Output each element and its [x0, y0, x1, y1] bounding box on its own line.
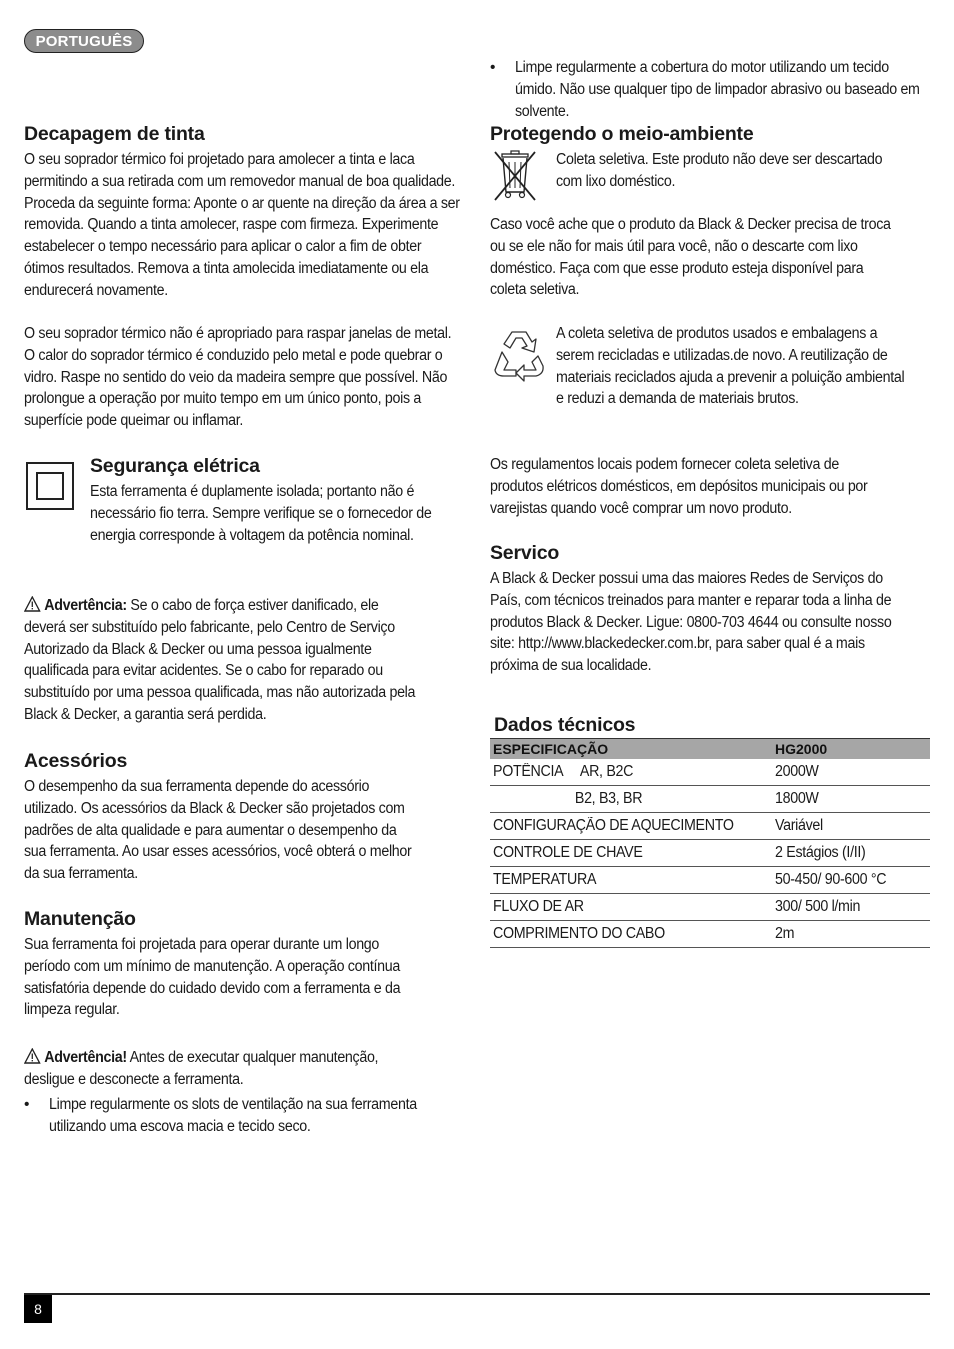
section-title-dados-tecnicos: Dados técnicos: [494, 714, 636, 736]
seguranca-text: Esta ferramenta é duplamente isolada; portanto não é necessário fio terra. Sempre verifique se o fornecedor de energia corresponde à voltagem da potência nominal.: [90, 483, 432, 544]
table-cell-label: FLUXO DE AR: [490, 894, 772, 921]
table-header-cell: ESPECIFICAÇÃO: [490, 739, 772, 760]
warning-label: Advertência:: [44, 597, 127, 614]
table-cell-value: 300/ 500 l/min: [772, 894, 930, 921]
section-title-manutencao: Manutenção: [24, 908, 136, 930]
warning-triangle-icon: [24, 1048, 41, 1064]
meio-ambiente-paragraph-2: Os regulamentos locais podem fornecer coleta seletiva de produtos elétricos domésticos, em depósitos municipais ou por varejistas quando você comprar um novo produto.: [490, 456, 868, 517]
page-number: 8: [24, 1295, 52, 1323]
table-header-cell: HG2000: [772, 739, 930, 760]
table-cell-value: 2m: [772, 921, 930, 948]
acessorios-text: O desempenho da sua ferramenta depende do acessório utilizado. Os acessórios da Black & Decker são projetados com padrões de alta qualidade e para aumentar o desempenho da sua ferramenta. Ao usar esses acessórios, você obterá o melhor da sua ferramenta.: [24, 778, 412, 883]
bullet-icon: •: [490, 59, 496, 76]
table-cell-label: TEMPERATURA: [490, 867, 772, 894]
warning-text: Antes de executar qualquer manutenção, desligue e desconecte a ferramenta.: [24, 1049, 379, 1088]
warning-text: Se o cabo de força estiver danificado, ele deverá ser substituído pelo fabricante, pelo Centro de Serviço Autorizado da Black & Decker ou uma pessoa igualmente qualificada para evitar acidentes. Se o cabo for reparado ou substituído por uma pessoa qualificada, mas não autorizada pela Black & Decker, a garantia será perdida.: [24, 597, 416, 723]
footer-divider: [24, 1293, 930, 1295]
warning-power-cord: [24, 595, 420, 726]
coleta-text: Coleta seletiva. Este produto não deve ser descartado com lixo doméstico.: [556, 151, 883, 190]
warning-maintenance: [24, 1047, 420, 1091]
section-title-seguranca: Segurança elétrica: [90, 455, 260, 477]
table-row: [490, 840, 930, 867]
table-row: [490, 894, 930, 921]
table-header-row: [490, 739, 930, 760]
language-badge: PORTUGUÊS: [24, 29, 144, 53]
warning-triangle-icon: [24, 596, 41, 612]
specifications-table: [490, 738, 930, 948]
table-cell-value: 1800W: [772, 786, 930, 813]
recycle-icon: [492, 326, 546, 382]
servico-text: A Black & Decker possui uma das maiores Redes de Serviços do País, com técnicos treinados para manter e reparar toda a linha de produtos Black & Decker. Ligue: 0800-703 4644 ou consulte nosso site: http://www.blackedecker.com.br, para saber qual é a mais próxima de sua localidade.: [490, 570, 892, 675]
double-insulation-icon: [26, 462, 74, 510]
table-cell-value: Variável: [772, 813, 930, 840]
table-cell-label: COMPRIMENTO DO CABO: [490, 921, 772, 948]
table-row: [490, 786, 930, 813]
table-row: [490, 813, 930, 840]
table-cell-value: 2 Estágios (I/II): [772, 840, 930, 867]
section-title-meio-ambiente: Protegendo o meio-ambiente: [490, 123, 754, 145]
decapagem-paragraph-1: O seu soprador térmico foi projetado para amolecer a tinta e laca permitindo a sua retirada com um removedor manual de boa qualidade. Proceda da seguinte forma: Aponte o ar quente na direção da área a ser removida. Quando a tinta amolecer, raspe com firmeza. Experimente estabelecer o tempo necessário para aplicar o calor a fim de obter ótimos resultados. Remova a tinta amolecida imediatamente ou ela endurecerá novamente.: [24, 151, 460, 299]
table-cell-label: [490, 759, 772, 786]
crossed-bin-icon: [492, 148, 538, 202]
spec-variant: B2, B3, BR: [574, 790, 643, 807]
table-cell-value: 2000W: [772, 759, 930, 786]
table-row: [490, 867, 930, 894]
bullet-icon: •: [24, 1096, 30, 1113]
section-title-acessorios: Acessórios: [24, 750, 128, 772]
manutencao-text: Sua ferramenta foi projetada para operar durante um longo período com um mínimo de manutenção. A operação contínua satisfatória depende do cuidado devido com a ferramenta e da limpeza regular.: [24, 936, 401, 1019]
meio-ambiente-paragraph-1: Caso você ache que o produto da Black & Decker precisa de troca ou se ele não for mais útil para você, não o descarte com lixo doméstico. Faça com que esse produto esteja disponível para coleta seletiva.: [490, 216, 891, 299]
recycle-text: A coleta seletiva de produtos usados e embalagens a serem recicladas e utilizadas.de novo. A reutilização de materiais reciclados ajuda a prevenir a poluição ambiental e reduzi a demanda de materiais brutos.: [556, 325, 905, 408]
table-cell-value: 50-450/ 90-600 °C: [772, 867, 930, 894]
table-cell-label: [490, 786, 772, 813]
decapagem-paragraph-2: O seu soprador térmico não é apropriado para raspar janelas de metal. O calor do soprador térmico é conduzido pelo metal e pode quebrar o vidro. Raspe no sentido do veio da madeira sempre que possível. Não prolongue a operação por muito tempo em um único ponto, pois a superfície pode queimar ou inflamar.: [24, 325, 452, 430]
table-cell-label: CONTROLE DE CHAVE: [490, 840, 772, 867]
bullet-text: Limpe regularmente os slots de ventilação na sua ferramenta utilizando uma escova macia e tecido seco.: [49, 1096, 417, 1135]
table-row: [490, 921, 930, 948]
spec-name: POTÊNCIA: [493, 763, 564, 780]
spec-variant: AR, B2C: [579, 763, 634, 780]
table-row: [490, 759, 930, 786]
warning-label: Advertência!: [44, 1049, 127, 1066]
table-cell-label: CONFIGURAÇÃO DE AQUECIMENTO: [490, 813, 772, 840]
section-title-decapagem: Decapagem de tinta: [24, 123, 205, 145]
bullet-text: Limpe regularmente a cobertura do motor utilizando um tecido úmido. Não use qualquer tipo de limpador abrasivo ou baseado em solvente.: [515, 59, 920, 120]
section-title-servico: Servico: [490, 542, 560, 564]
